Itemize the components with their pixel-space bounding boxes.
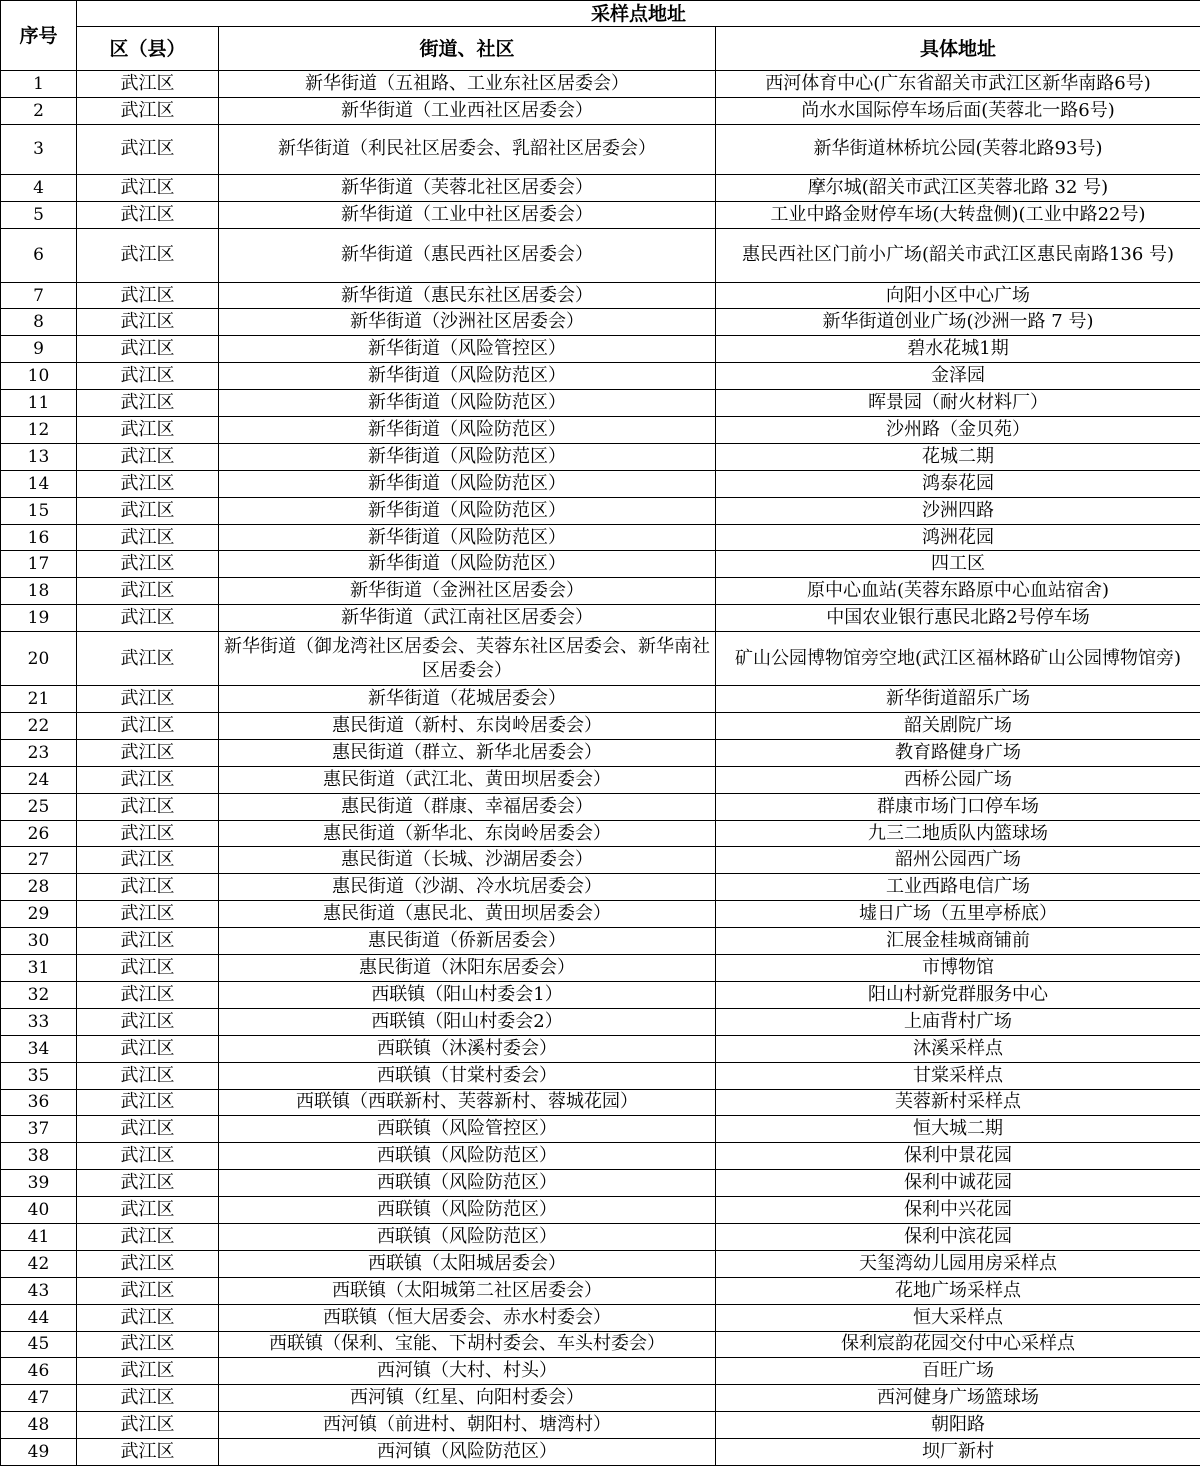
- row-street: 惠民街道（群立、新华北居委会）: [219, 739, 716, 766]
- row-street: 惠民街道（侨新居委会）: [219, 928, 716, 955]
- row-number: 5: [1, 201, 77, 228]
- row-number: 47: [1, 1385, 77, 1412]
- row-street: 新华街道（惠民西社区居委会）: [219, 228, 716, 282]
- row-address: 天玺湾幼儿园用房采样点: [716, 1250, 1200, 1277]
- row-district: 武江区: [77, 847, 219, 874]
- table-row: [1, 1170, 1200, 1197]
- row-street: 惠民街道（群康、幸福居委会）: [219, 793, 716, 820]
- row-number: 8: [1, 309, 77, 336]
- row-number: 17: [1, 551, 77, 578]
- row-address: 汇展金桂城商铺前: [716, 928, 1200, 955]
- row-number: 38: [1, 1143, 77, 1170]
- row-district: 武江区: [77, 1439, 219, 1466]
- row-number: 30: [1, 928, 77, 955]
- row-address: 保利中兴花园: [716, 1197, 1200, 1224]
- header-row-sub: [1, 27, 1200, 71]
- row-address: 保利中滨花园: [716, 1223, 1200, 1250]
- row-street: 西联镇（阳山村委会1）: [219, 981, 716, 1008]
- row-district: 武江区: [77, 739, 219, 766]
- row-street: 西河镇（大村、村头）: [219, 1358, 716, 1385]
- row-number: 10: [1, 363, 77, 390]
- row-street: 西联镇（阳山村委会2）: [219, 1008, 716, 1035]
- row-district: 武江区: [77, 1197, 219, 1224]
- table-row: [1, 578, 1200, 605]
- row-number: 7: [1, 282, 77, 309]
- row-number: 39: [1, 1170, 77, 1197]
- row-street: 西联镇（西联新村、芙蓉新村、蓉城花园）: [219, 1089, 716, 1116]
- row-address: 群康市场门口停车场: [716, 793, 1200, 820]
- row-number: 41: [1, 1223, 77, 1250]
- table-row: [1, 632, 1200, 686]
- row-number: 29: [1, 901, 77, 928]
- row-street: 西河镇（红星、向阳村委会）: [219, 1385, 716, 1412]
- row-address: 百旺广场: [716, 1358, 1200, 1385]
- row-number: 1: [1, 71, 77, 98]
- row-address: 保利宸韵花园交付中心采样点: [716, 1331, 1200, 1358]
- row-number: 40: [1, 1197, 77, 1224]
- row-district: 武江区: [77, 551, 219, 578]
- table-row: [1, 1062, 1200, 1089]
- row-street: 西联镇（风险防范区）: [219, 1223, 716, 1250]
- row-district: 武江区: [77, 1304, 219, 1331]
- row-number: 28: [1, 874, 77, 901]
- row-district: 武江区: [77, 497, 219, 524]
- header-row-top: [1, 1, 1200, 27]
- header-address: 具体地址: [716, 27, 1200, 71]
- row-district: 武江区: [77, 928, 219, 955]
- row-street: 新华街道（五祖路、工业东社区居委会）: [219, 71, 716, 98]
- row-street: 西联镇（风险防范区）: [219, 1170, 716, 1197]
- row-number: 22: [1, 713, 77, 740]
- table-row: [1, 686, 1200, 713]
- table-row: [1, 470, 1200, 497]
- row-address: 西河体育中心(广东省韶关市武江区新华南路6号): [716, 71, 1200, 98]
- row-district: 武江区: [77, 97, 219, 124]
- row-district: 武江区: [77, 1143, 219, 1170]
- row-district: 武江区: [77, 443, 219, 470]
- table-row: [1, 497, 1200, 524]
- row-street: 新华街道（芙蓉北社区居委会）: [219, 174, 716, 201]
- table-row: [1, 1223, 1200, 1250]
- table-row: [1, 955, 1200, 982]
- row-district: 武江区: [77, 1331, 219, 1358]
- row-number: 13: [1, 443, 77, 470]
- header-seq: 序号: [1, 1, 77, 71]
- table-row: [1, 981, 1200, 1008]
- row-district: 武江区: [77, 820, 219, 847]
- header-district: 区（县）: [77, 27, 219, 71]
- row-number: 14: [1, 470, 77, 497]
- row-street: 新华街道（风险防范区）: [219, 363, 716, 390]
- row-street: 西联镇（太阳城第二社区居委会）: [219, 1277, 716, 1304]
- table-row: [1, 1250, 1200, 1277]
- row-address: 晖景园（耐火材料厂）: [716, 390, 1200, 417]
- table-row: [1, 847, 1200, 874]
- table-row: [1, 174, 1200, 201]
- row-street: 西河镇（风险防范区）: [219, 1439, 716, 1466]
- table-row: [1, 766, 1200, 793]
- row-district: 武江区: [77, 632, 219, 686]
- row-address: 阳山村新党群服务中心: [716, 981, 1200, 1008]
- row-street: 惠民街道（新华北、东岗岭居委会）: [219, 820, 716, 847]
- row-district: 武江区: [77, 228, 219, 282]
- table-row: [1, 793, 1200, 820]
- row-address: 墟日广场（五里亭桥底）: [716, 901, 1200, 928]
- table-row: [1, 363, 1200, 390]
- row-street: 西联镇（沐溪村委会）: [219, 1035, 716, 1062]
- row-street: 西联镇（风险防范区）: [219, 1143, 716, 1170]
- row-street: 惠民街道（武江北、黄田坝居委会）: [219, 766, 716, 793]
- row-address: 新华街道韶乐广场: [716, 686, 1200, 713]
- table-row: [1, 605, 1200, 632]
- row-number: 23: [1, 739, 77, 766]
- row-address: 摩尔城(韶关市武江区芙蓉北路 32 号): [716, 174, 1200, 201]
- row-district: 武江区: [77, 309, 219, 336]
- row-street: 新华街道（工业中社区居委会）: [219, 201, 716, 228]
- row-number: 46: [1, 1358, 77, 1385]
- row-address: 上庙背村广场: [716, 1008, 1200, 1035]
- row-district: 武江区: [77, 605, 219, 632]
- row-address: 工业西路电信广场: [716, 874, 1200, 901]
- row-district: 武江区: [77, 390, 219, 417]
- row-number: 34: [1, 1035, 77, 1062]
- row-street: 新华街道（御龙湾社区居委会、芙蓉东社区居委会、新华南社区居委会）: [219, 632, 716, 686]
- row-district: 武江区: [77, 981, 219, 1008]
- row-district: 武江区: [77, 955, 219, 982]
- row-number: 18: [1, 578, 77, 605]
- row-number: 43: [1, 1277, 77, 1304]
- row-district: 武江区: [77, 174, 219, 201]
- table-row: [1, 309, 1200, 336]
- row-district: 武江区: [77, 578, 219, 605]
- row-address: 花地广场采样点: [716, 1277, 1200, 1304]
- row-address: 芙蓉新村采样点: [716, 1089, 1200, 1116]
- row-number: 31: [1, 955, 77, 982]
- row-address: 西河健身广场篮球场: [716, 1385, 1200, 1412]
- row-number: 26: [1, 820, 77, 847]
- row-address: 韶州公园西广场: [716, 847, 1200, 874]
- row-address: 朝阳路: [716, 1412, 1200, 1439]
- row-district: 武江区: [77, 1223, 219, 1250]
- table-row: [1, 1331, 1200, 1358]
- row-district: 武江区: [77, 336, 219, 363]
- table-row: [1, 551, 1200, 578]
- row-street: 新华街道（风险管控区）: [219, 336, 716, 363]
- row-street: 西联镇（恒大居委会、赤水村委会）: [219, 1304, 716, 1331]
- row-address: 恒大城二期: [716, 1116, 1200, 1143]
- row-address: 金泽园: [716, 363, 1200, 390]
- table-row: [1, 1412, 1200, 1439]
- row-number: 36: [1, 1089, 77, 1116]
- table-row: [1, 1385, 1200, 1412]
- table-row: [1, 417, 1200, 444]
- row-number: 32: [1, 981, 77, 1008]
- row-number: 42: [1, 1250, 77, 1277]
- row-address: 保利中诚花园: [716, 1170, 1200, 1197]
- row-number: 4: [1, 174, 77, 201]
- row-address: 九三二地质队内篮球场: [716, 820, 1200, 847]
- row-district: 武江区: [77, 1358, 219, 1385]
- header-street: 街道、社区: [219, 27, 716, 71]
- row-number: 16: [1, 524, 77, 551]
- row-address: 恒大采样点: [716, 1304, 1200, 1331]
- table-row: [1, 524, 1200, 551]
- table-row: [1, 1089, 1200, 1116]
- header-address-group: 采样点地址: [77, 1, 1200, 27]
- row-district: 武江区: [77, 793, 219, 820]
- row-address: 碧水花城1期: [716, 336, 1200, 363]
- row-number: 20: [1, 632, 77, 686]
- table-row: [1, 1358, 1200, 1385]
- table-row: [1, 201, 1200, 228]
- table-row: [1, 820, 1200, 847]
- row-street: 新华街道（风险防范区）: [219, 551, 716, 578]
- row-number: 25: [1, 793, 77, 820]
- table-row: [1, 1008, 1200, 1035]
- row-district: 武江区: [77, 901, 219, 928]
- row-street: 惠民街道（新村、东岗岭居委会）: [219, 713, 716, 740]
- row-number: 48: [1, 1412, 77, 1439]
- row-number: 35: [1, 1062, 77, 1089]
- row-number: 27: [1, 847, 77, 874]
- row-district: 武江区: [77, 1035, 219, 1062]
- row-street: 新华街道（风险防范区）: [219, 497, 716, 524]
- row-district: 武江区: [77, 1250, 219, 1277]
- row-number: 15: [1, 497, 77, 524]
- row-address: 四工区: [716, 551, 1200, 578]
- row-address: 工业中路金财停车场(大转盘侧)(工业中路22号): [716, 201, 1200, 228]
- row-address: 新华街道创业广场(沙洲一路 7 号): [716, 309, 1200, 336]
- table-row: [1, 1439, 1200, 1466]
- row-district: 武江区: [77, 417, 219, 444]
- row-district: 武江区: [77, 1062, 219, 1089]
- row-address: 花城二期: [716, 443, 1200, 470]
- row-number: 44: [1, 1304, 77, 1331]
- row-number: 12: [1, 417, 77, 444]
- row-address: 保利中景花园: [716, 1143, 1200, 1170]
- row-address: 鸿泰花园: [716, 470, 1200, 497]
- row-number: 2: [1, 97, 77, 124]
- row-number: 19: [1, 605, 77, 632]
- row-street: 西联镇（保利、宝能、下胡村委会、车头村委会）: [219, 1331, 716, 1358]
- row-district: 武江区: [77, 686, 219, 713]
- row-district: 武江区: [77, 363, 219, 390]
- row-street: 惠民街道（惠民北、黄田坝居委会）: [219, 901, 716, 928]
- row-street: 新华街道（惠民东社区居委会）: [219, 282, 716, 309]
- row-address: 沙州路（金贝苑）: [716, 417, 1200, 444]
- row-address: 西桥公园广场: [716, 766, 1200, 793]
- row-number: 45: [1, 1331, 77, 1358]
- row-number: 6: [1, 228, 77, 282]
- row-district: 武江区: [77, 71, 219, 98]
- table-row: [1, 1143, 1200, 1170]
- row-district: 武江区: [77, 470, 219, 497]
- row-address: 教育路健身广场: [716, 739, 1200, 766]
- table-row: [1, 228, 1200, 282]
- row-number: 11: [1, 390, 77, 417]
- row-address: 新华街道林桥坑公园(芙蓉北路93号): [716, 124, 1200, 174]
- row-number: 24: [1, 766, 77, 793]
- row-district: 武江区: [77, 1008, 219, 1035]
- row-address: 甘棠采样点: [716, 1062, 1200, 1089]
- row-district: 武江区: [77, 1385, 219, 1412]
- table-row: [1, 1304, 1200, 1331]
- row-street: 新华街道（风险防范区）: [219, 443, 716, 470]
- row-district: 武江区: [77, 1412, 219, 1439]
- row-street: 新华街道（沙洲社区居委会）: [219, 309, 716, 336]
- table-row: [1, 1116, 1200, 1143]
- table-row: [1, 336, 1200, 363]
- row-street: 惠民街道（长城、沙湖居委会）: [219, 847, 716, 874]
- row-street: 新华街道（利民社区居委会、乳韶社区居委会）: [219, 124, 716, 174]
- row-street: 新华街道（风险防范区）: [219, 417, 716, 444]
- row-address: 矿山公园博物馆旁空地(武江区福林路矿山公园博物馆旁): [716, 632, 1200, 686]
- row-number: 3: [1, 124, 77, 174]
- table-row: [1, 928, 1200, 955]
- table-row: [1, 901, 1200, 928]
- row-number: 37: [1, 1116, 77, 1143]
- table-row: [1, 1277, 1200, 1304]
- row-address: 韶关剧院广场: [716, 713, 1200, 740]
- row-street: 西联镇（太阳城居委会）: [219, 1250, 716, 1277]
- row-street: 西联镇（甘棠村委会）: [219, 1062, 716, 1089]
- table-row: [1, 1035, 1200, 1062]
- row-district: 武江区: [77, 874, 219, 901]
- row-street: 惠民街道（沐阳东居委会）: [219, 955, 716, 982]
- row-address: 沙洲四路: [716, 497, 1200, 524]
- row-address: 市博物馆: [716, 955, 1200, 982]
- row-address: 原中心血站(芙蓉东路原中心血站宿舍): [716, 578, 1200, 605]
- row-street: 新华街道（风险防范区）: [219, 470, 716, 497]
- row-district: 武江区: [77, 201, 219, 228]
- row-address: 中国农业银行惠民北路2号停车场: [716, 605, 1200, 632]
- table-row: [1, 874, 1200, 901]
- table-row: [1, 1197, 1200, 1224]
- table-row: [1, 124, 1200, 174]
- row-street: 新华街道（金洲社区居委会）: [219, 578, 716, 605]
- row-number: 9: [1, 336, 77, 363]
- row-district: 武江区: [77, 713, 219, 740]
- row-address: 向阳小区中心广场: [716, 282, 1200, 309]
- row-district: 武江区: [77, 124, 219, 174]
- row-address: 鸿洲花园: [716, 524, 1200, 551]
- row-street: 新华街道（花城居委会）: [219, 686, 716, 713]
- row-street: 西联镇（风险防范区）: [219, 1197, 716, 1224]
- table-body: [1, 71, 1200, 1466]
- table-row: [1, 97, 1200, 124]
- table-row: [1, 713, 1200, 740]
- row-district: 武江区: [77, 1089, 219, 1116]
- row-address: 坝厂新村: [716, 1439, 1200, 1466]
- row-street: 新华街道（武江南社区居委会）: [219, 605, 716, 632]
- row-district: 武江区: [77, 1116, 219, 1143]
- table-row: [1, 71, 1200, 98]
- row-number: 33: [1, 1008, 77, 1035]
- row-district: 武江区: [77, 1277, 219, 1304]
- row-street: 新华街道（风险防范区）: [219, 390, 716, 417]
- row-district: 武江区: [77, 1170, 219, 1197]
- table-row: [1, 390, 1200, 417]
- row-district: 武江区: [77, 282, 219, 309]
- row-district: 武江区: [77, 524, 219, 551]
- table-row: [1, 282, 1200, 309]
- row-number: 21: [1, 686, 77, 713]
- row-street: 西河镇（前进村、朝阳村、塘湾村）: [219, 1412, 716, 1439]
- row-district: 武江区: [77, 766, 219, 793]
- table-row: [1, 739, 1200, 766]
- row-street: 新华街道（工业西社区居委会）: [219, 97, 716, 124]
- row-street: 西联镇（风险管控区）: [219, 1116, 716, 1143]
- row-address: 沐溪采样点: [716, 1035, 1200, 1062]
- row-number: 49: [1, 1439, 77, 1466]
- row-address: 惠民西社区门前小广场(韶关市武江区惠民南路136 号): [716, 228, 1200, 282]
- row-street: 新华街道（风险防范区）: [219, 524, 716, 551]
- row-street: 惠民街道（沙湖、冷水坑居委会）: [219, 874, 716, 901]
- table-row: [1, 443, 1200, 470]
- row-address: 尚水水国际停车场后面(芙蓉北一路6号): [716, 97, 1200, 124]
